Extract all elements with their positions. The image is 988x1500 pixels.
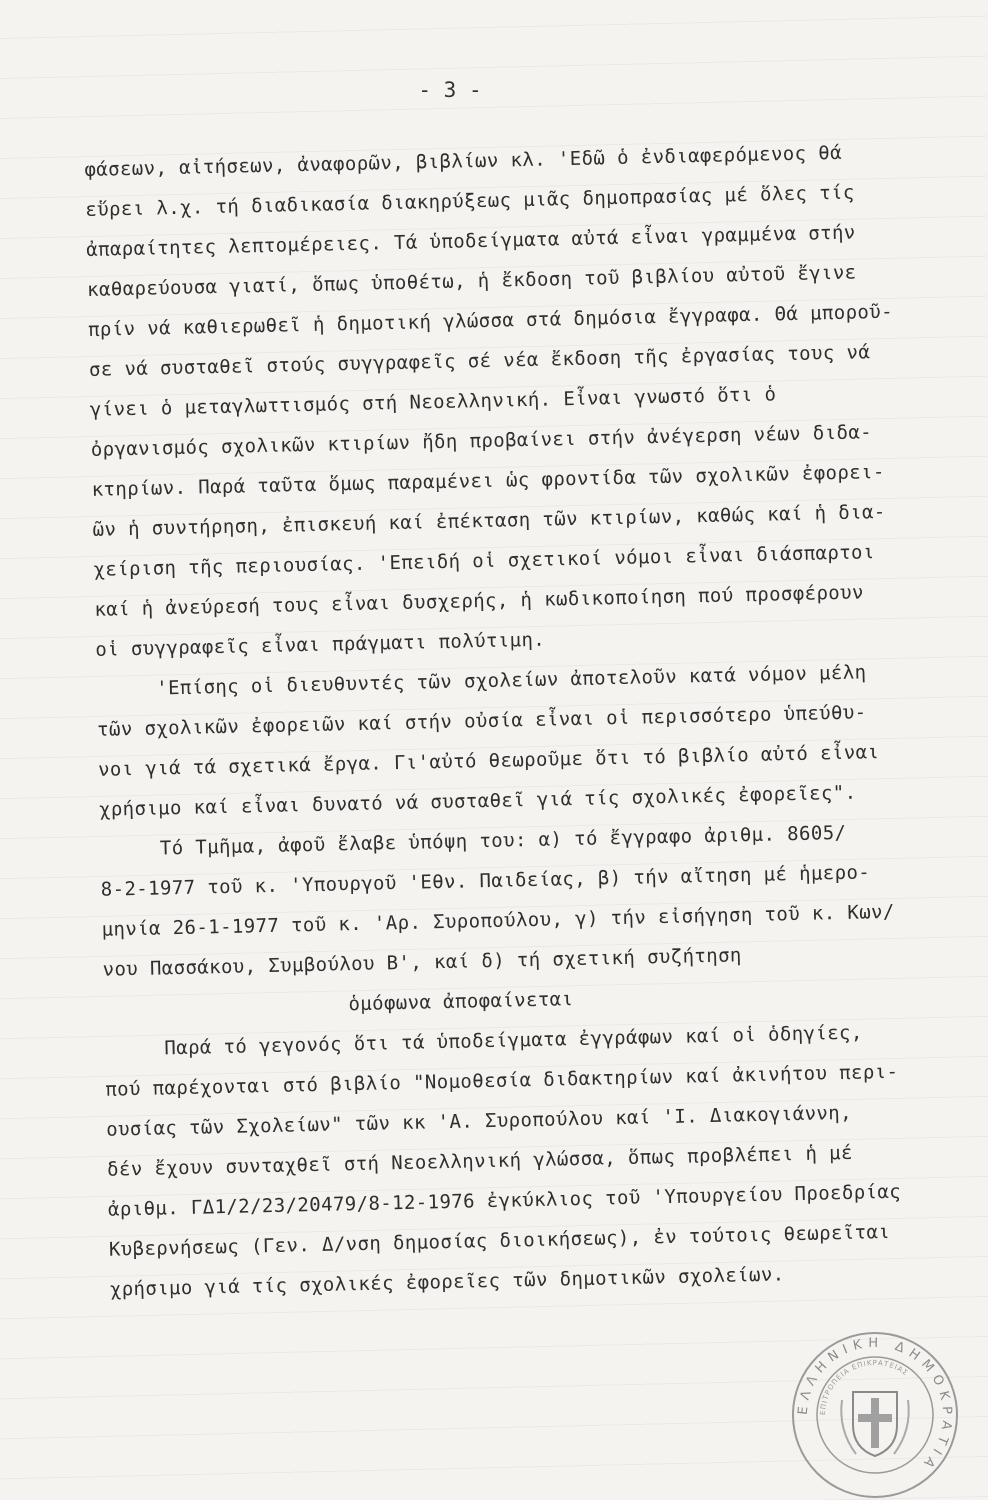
text-line: νοι γιά τά σχετικά ἔργα. Γι'αὐτό θεωροῦμε ὅτι τό βιβλίο αὐτό εἶναι: [97, 741, 880, 781]
text-line: χρήσιμο γιά τίς σχολικές ἐφορεῖες τῶν δημοτικῶν σχολείων.: [109, 1263, 785, 1301]
text-line: Τό Τμῆμα, ἀφοῦ ἔλαβε ὑπόψη του: α) τό ἔγγραφο ἀριθμ. 8605/: [159, 821, 847, 860]
text-line: οἱ συγγραφεῖς εἶναι πράγματι πολύτιμη.: [95, 628, 546, 661]
text-line: γίνει ὁ μεταγλωττισμός στή Νεοελληνική. Εἶναι γνωστό ὅτι ὁ: [89, 383, 777, 421]
text-line: σε νά συσταθεῖ στούς συγγραφεῖς σέ νέα ἔκδοση τῆς ἐργασίας τους νά: [88, 341, 871, 381]
text-line: δέν ἔχουν συνταχθεῖ στή Νεοελληνική γλώσσα, ὅπως προβλέπει ἡ μέ: [106, 1141, 854, 1181]
text-line: πρίν νά καθιερωθεῖ ἡ δημοτική γλώσσα στά δημόσια ἔγγραφα. Θά μποροῦ-: [87, 300, 894, 341]
text-line: κτηρίων. Παρά ταῦτα ὅμως παραμένει ὡς φροντίδα τῶν σχολικῶν ἐφορει-: [91, 460, 885, 501]
seal-outer-text: ΕΛΛΗΝΙΚΗ ΔΗΜΟΚΡΑΤΙΑ: [795, 1335, 955, 1475]
text-line: Παρά τό γεγονός ὅτι τά ὑποδείγματα ἐγγράφων καί οἱ ὁδηγίες,: [164, 1021, 863, 1060]
text-line: καθαρεύουσα γιατί, ὅπως ὑποθέτω, ἡ ἔκδοση τοῦ βιβλίου αὐτοῦ ἔγινε: [86, 261, 857, 301]
text-line: Κυβερνήσεως (Γεν. Δ/νση δημοσίας διοικήσεως), ἐν τούτοις θεωρεῖται: [108, 1220, 891, 1261]
official-seal-icon: [790, 1330, 960, 1500]
text-line: πού παρέχονται στό βιβλίο "Νομοθεσία διδακτηρίων καί ἀκινήτου περι-: [105, 1060, 899, 1101]
text-line: ἀπαραίτητες λεπτομέρειες. Τά ὑποδείγματα αὐτά εἶναι γραμμένα στήν: [86, 221, 856, 261]
text-line: εὕρει λ.χ. τή διαδικασία διακηρύξεως μιᾶς δημοπρασίας μέ ὅλες τίς: [85, 181, 855, 221]
text-line: ῶν ἡ συντήρηση, ἐπισκευή καί ἐπέκταση τῶν κτιρίων, καθώς καί ἡ δια-: [92, 500, 886, 541]
text-line: χείριση τῆς περιουσίας. 'Επειδή οἱ σχετικοί νόμοι εἶναι διάσπαρτοι: [93, 541, 875, 581]
body-text: [84, 130, 988, 1310]
text-line: τῶν σχολικῶν ἐφορειῶν καί στήν οὐσία εἶναι οἱ περισσότερο ὑπεύθυ-: [96, 701, 867, 741]
text-line: ὁμόφωνα ἀποφαίνεται: [348, 988, 574, 1016]
coat-of-arms-icon: [841, 1392, 908, 1456]
page-number: - 3 -: [418, 78, 482, 102]
text-line: 8-2-1977 τοῦ κ. 'Υπουργοῦ 'Εθν. Παιδείας, β) τήν αἴτηση μέ ἡμερο-: [100, 861, 871, 901]
text-line: ἀριθμ. ΓΔ1/2/23/20479/8-12-1976 ἐγκύκλιος τοῦ 'Υπουργείου Προεδρίας: [107, 1180, 902, 1221]
text-line: φάσεων, αἰτήσεων, ἀναφορῶν, βιβλίων κλ. 'Εδῶ ὁ ἐνδιαφερόμενος θά: [84, 141, 843, 181]
seal-inner-text: ΕΠΙΤΡΟΠΕΙΑ ΕΠΙΚΡΑΤΕΙΑΣ: [818, 1358, 910, 1416]
text-line: καί ἡ ἀνεύρεσή τους εἶναι δυσχερής, ἡ κωδικοποίηση πού προσφέρουν: [94, 581, 865, 621]
text-line: ουσίας τῶν Σχολείων" τῶν κκ 'Α. Συροπούλου καί 'Ι. Διακογιάννη,: [105, 1101, 853, 1141]
text-line: 'Επίσης οἱ διευθυντές τῶν σχολείων ἀποτελοῦν κατά νόμον μέλη: [155, 661, 867, 700]
text-line: χρήσιμο καί εἶναι δυνατό νά συσταθεῖ γιά τίς σχολικές ἐφορεῖες".: [98, 781, 857, 821]
text-line: νου Πασσάκου, Συμβούλου Β', καί δ) τή σχετική συζήτηση: [102, 944, 743, 981]
text-line: ὀργανισμός σχολικῶν κτιρίων ἤδη προβαίνει στήν ἀνέγερση νέων διδα-: [90, 421, 873, 461]
text-line: μηνία 26-1-1977 τοῦ κ. 'Αρ. Συροπούλου, γ) τήν εἰσήγηση τοῦ κ. Κων/: [101, 900, 895, 941]
